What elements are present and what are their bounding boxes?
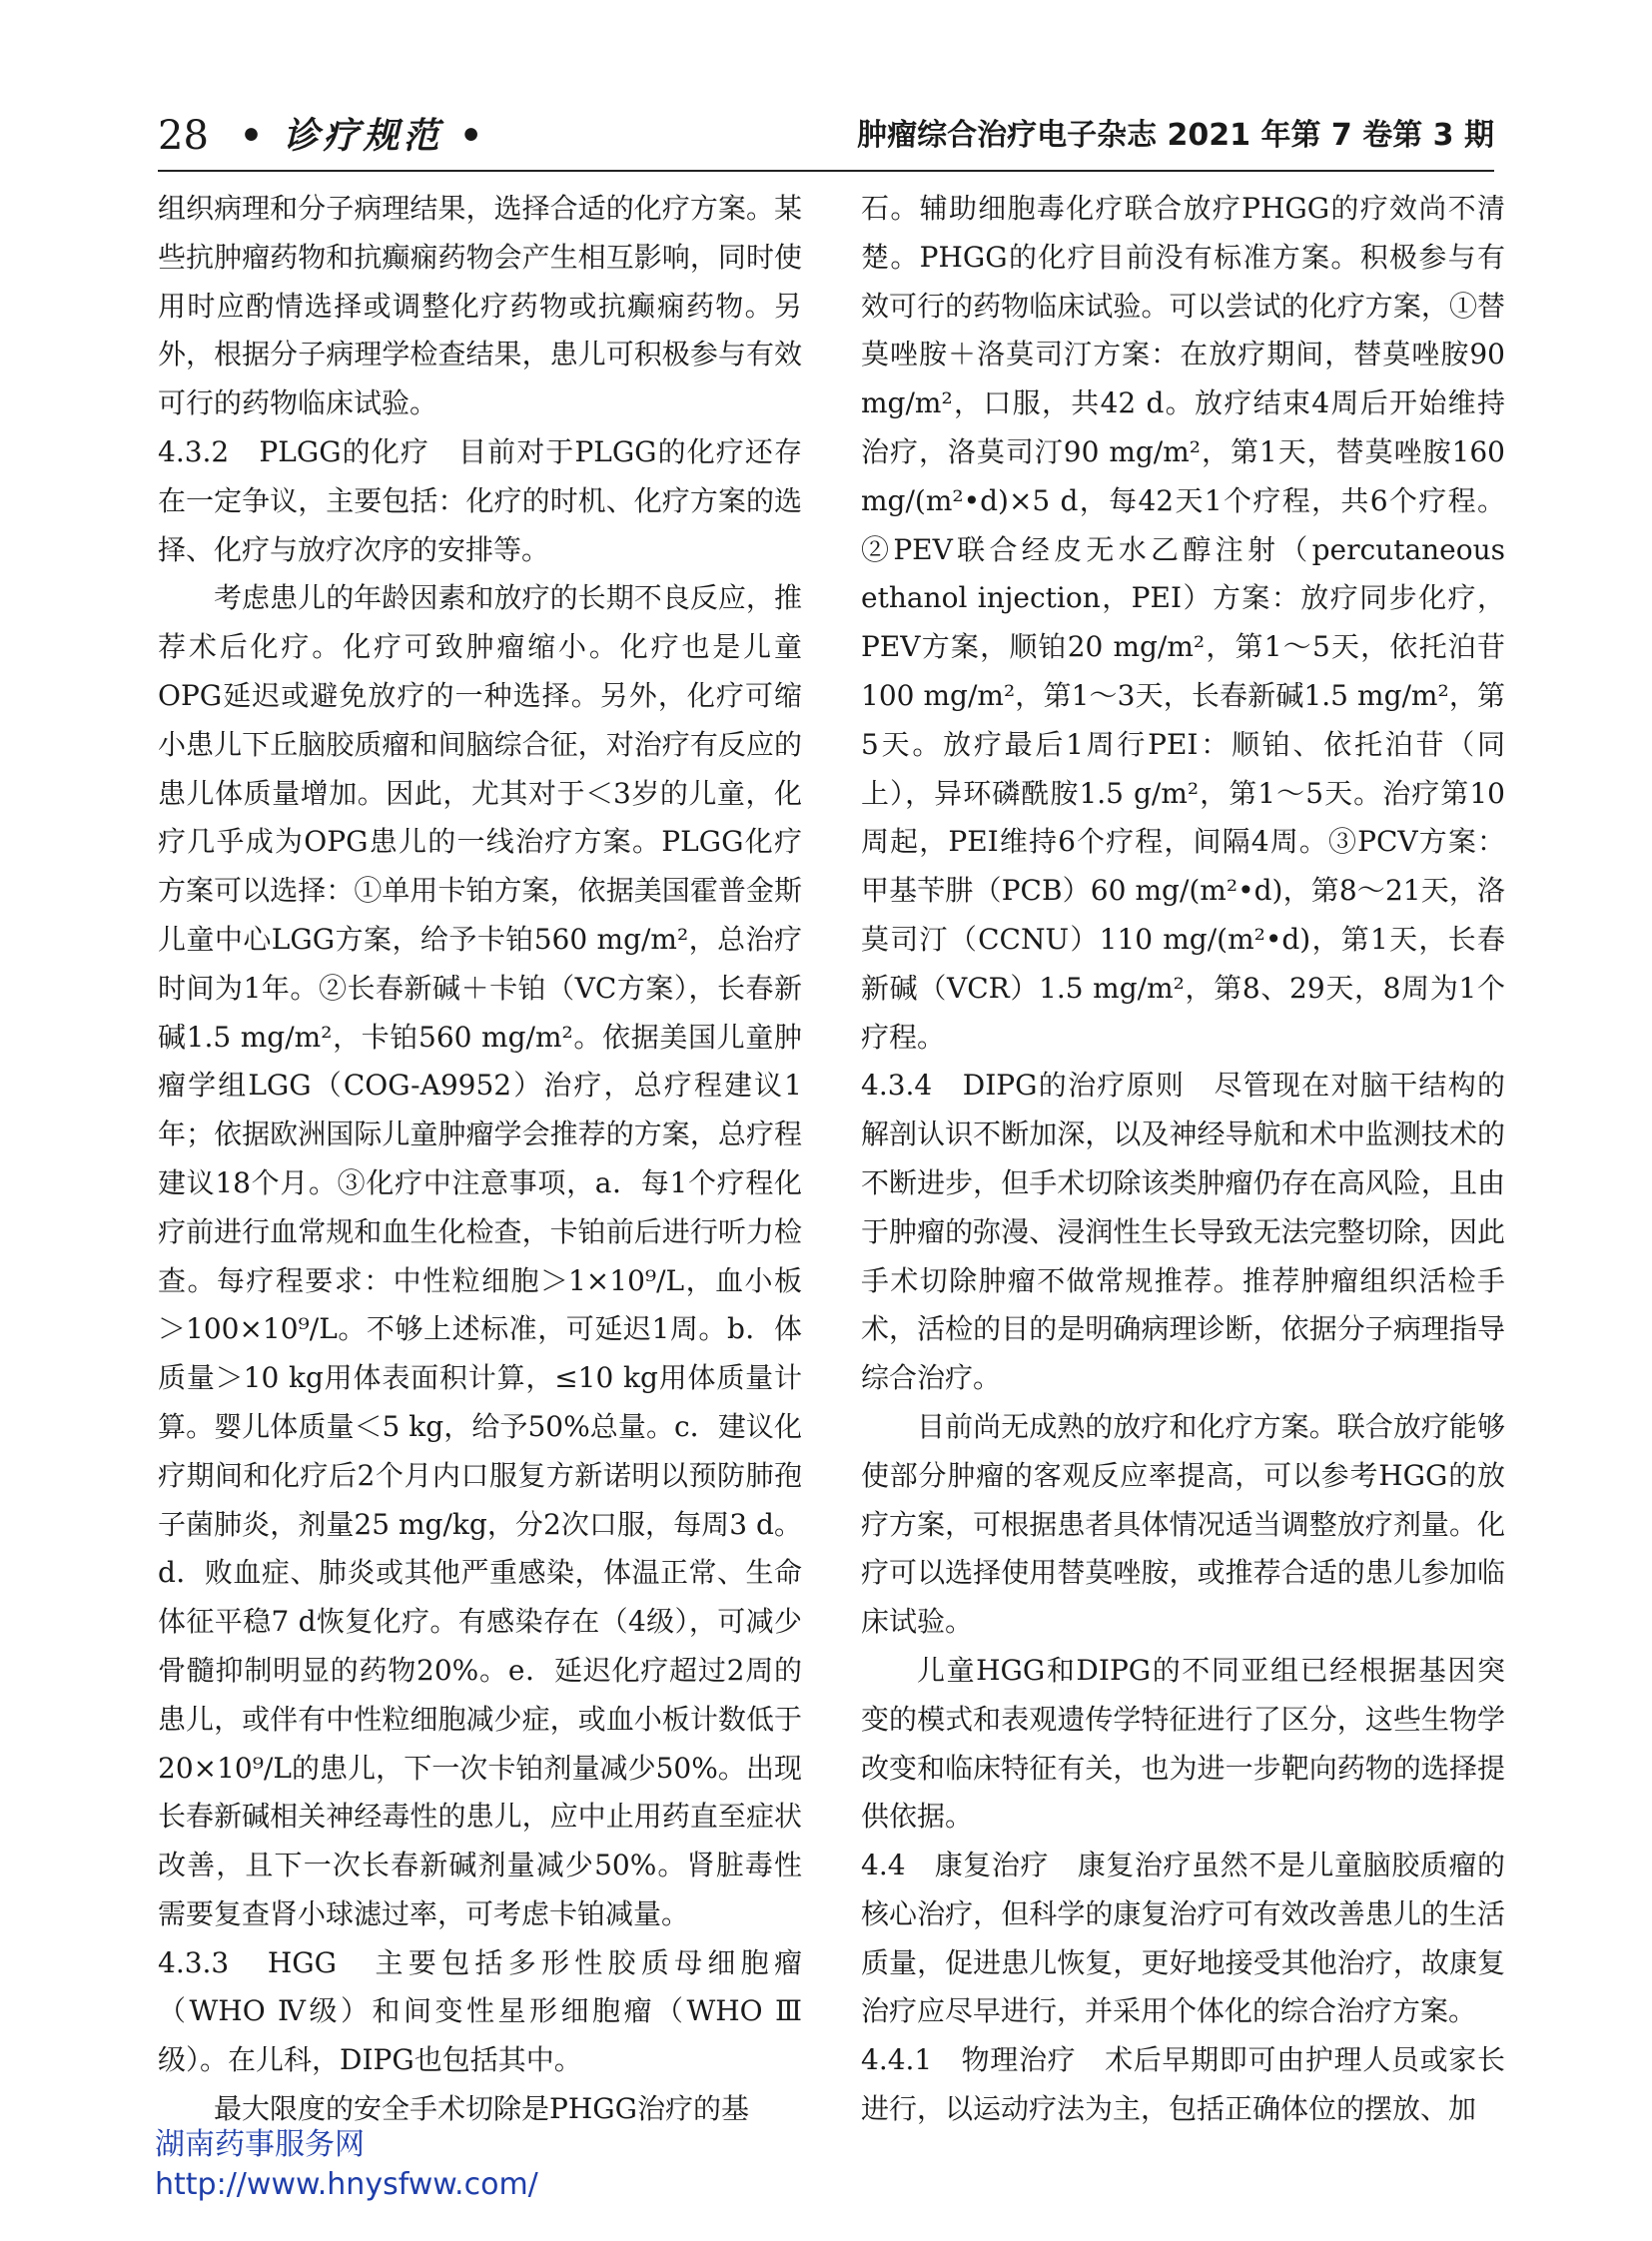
header-divider <box>158 170 1494 172</box>
paragraph: 儿童HGG和DIPG的不同亚组已经根据基因突变的模式和表观遗传学特征进行了区分，这些生物学改变和临床特征有关，也为进一步靶向药物的选择提供依据。 <box>861 1653 1505 1834</box>
site-url[interactable]: http://www.hnysfww.com/ <box>155 2167 538 2202</box>
paragraph-text: 康复治疗虽然不是儿童脑胶质瘤的核心治疗，但科学的康复治疗可有效改善患儿的生活质量，促进患儿恢复，更好地接受其他治疗，故康复治疗应尽早进行，并采用个体化的综合治疗方案。 <box>861 1849 1505 2028</box>
watermark-footer <box>155 2125 538 2205</box>
subsection-4-3-4 <box>861 1062 1505 1403</box>
paragraph: 考虑患儿的年龄因素和放疗的长期不良反应，推荐术后化疗。化疗可致肿瘤缩小。化疗也是儿童OPG延迟或避免放疗的一种选择。另外，化疗可缩小患儿下丘脑胶质瘤和间脑综合征，对治疗有反应的患儿体质量增加。因此，尤其对于＜3岁的儿童，化疗几乎成为OPG患儿的一线治疗方案。PLGG化疗方案可以选择：①单用卡铂方案，依据美国霍普金斯儿童中心LGG方案，给予卡铂560 mg/m²，总治疗时间为1年。②长春新碱＋卡铂（VC方案），长春新碱1.5 mg/m²，卡铂560 mg/m²。依据美国儿童肿瘤学组LGG（COG-A9952）治疗，总疗程建议1年；依据欧洲国际儿童肿瘤学会推荐的方案，总疗程建议18个月。③化疗中注意事项，a．每1个疗程化疗前进行血常规和血生化检查，卡铂前后进行听力检查。每疗程要求：中性粒细胞＞1×10⁹/L，血小板＞100×10⁹/L。不够上述标准，可延迟1周。b．体质量＞10 kg用体表面积计算，≤10 kg用体质量计算。婴儿体质量＜5 kg，给予50%总量。c．建议化疗期间和化疗后2个月内口服复方新诺明以预防肺孢子菌肺炎，剂量25 mg/kg，分2次口服，每周3 d。d．败血症、肺炎或其他严重感染，体温正常、生命体征平稳7 d恢复化疗。有感染存在（4级），可减少骨髓抑制明显的药物20%。e．延迟化疗超过2周的患儿，或伴有中性粒细胞减少症，或血小板计数低于20×10⁹/L的患儿，下一次卡铂剂量减少50%。出现长春新碱相关神经毒性的患儿，应中止用药直至症状改善，且下一次长春新碱剂量减少50%。肾脏毒性需要复查肾小球滤过率，可考虑卡铂减量。 <box>158 581 802 1930</box>
section-tag: • 诊疗规范 • <box>240 115 487 157</box>
paragraph: 最大限度的安全手术切除是PHGG治疗的基 <box>214 2092 749 2126</box>
journal-info: 肿瘤综合治疗电子杂志 2021 年第 7 卷第 3 期 <box>857 118 1494 153</box>
paragraph-text: 术后早期即可由护理人员或家长进行，以运动疗法为主，包括正确体位的摆放、加 <box>861 2043 1505 2126</box>
section-heading: 4.4.1 物理治疗 <box>861 2043 1077 2077</box>
subsection-4-3-3 <box>158 1939 802 2085</box>
paragraph-text: 目前对于PLGG的化疗还存在一定争议，主要包括：化疗的时机、化疗方案的选择、化疗与放疗次序的安排等。 <box>158 434 802 566</box>
section-heading: 4.4 康复治疗 <box>861 1849 1050 1882</box>
paragraph-text: 尽管现在对脑干结构的解剖认识不断加深，以及神经导航和术中监测技术的不断进步，但手术切除该类肿瘤仍存在高风险，且由于肿瘤的弥漫、浸润性生长导致无法完整切除，因此手术切除肿瘤不做常规推荐。推荐肿瘤组织活检手术，活检的目的是明确病理诊断，依据分子病理指导综合治疗。 <box>861 1069 1505 1395</box>
page-header <box>158 106 1494 166</box>
section-heading: 4.3.2 PLGG的化疗 <box>158 434 429 468</box>
subsection-4-4 <box>861 1842 1505 2036</box>
left-column <box>158 185 802 2134</box>
paragraph: 目前尚无成熟的放疗和化疗方案。联合放疗能够使部分肿瘤的客观反应率提高，可以参考HGG的放疗方案，可根据患者具体情况适当调整放疗剂量。化疗可以选择使用替莫唑胺，或推荐合适的患儿参加临床试验。 <box>861 1409 1505 1639</box>
paragraph-text: 主要包括多形性胶质母细胞瘤（WHO Ⅳ级）和间变性星形细胞瘤（WHO Ⅲ级）。在儿科，DIPG也包括其中。 <box>158 1945 802 2077</box>
site-name: 湖南药事服务网 <box>155 2127 365 2162</box>
subsection-4-4-1 <box>861 2036 1505 2134</box>
section-heading: 4.3.3 HGG <box>158 1945 337 1979</box>
paragraph: 石。辅助细胞毒化疗联合放疗PHGG的疗效尚不清楚。PHGG的化疗目前没有标准方案。积极参与有效可行的药物临床试验。可以尝试的化疗方案，①替莫唑胺＋洛莫司汀方案：在放疗期间，替莫唑胺90 mg/m²，口服，共42 d。放疗结束4周后开始维持治疗，洛莫司汀90 mg/m²，第1天，替莫唑胺160 mg/(m²•d)×5 d，每42天1个疗程，共6个疗程。②PEV联合经皮无水乙醇注射（percutaneous ethanol injection，PEI）方案：放疗同步化疗，PEV方案，顺铂20 mg/m²，第1～5天，依托泊苷100 mg/m²，第1～3天，长春新碱1.5 mg/m²，第5天。放疗最后1周行PEI：顺铂、依托泊苷（同上），异环磷酰胺1.5 g/m²，第1～5天。治疗第10周起，PEI维持6个疗程，间隔4周。③PCV方案：甲基苄肼（PCB）60 mg/(m²•d)，第8～21天，洛莫司汀（CCNU）110 mg/(m²•d)，第1天，长春新碱（VCR）1.5 mg/m²，第8、29天，8周为1个疗程。 <box>861 192 1505 1054</box>
paragraph: 组织病理和分子病理结果，选择合适的化疗方案。某些抗肿瘤药物和抗癫痫药物会产生相互影响，同时使用时应酌情选择或调整化疗药物或抗癫痫药物。另外，根据分子病理学检查结果，患儿可积极参与有效可行的药物临床试验。 <box>158 192 802 420</box>
page-number: 28 <box>158 113 209 159</box>
subsection-4-3-2 <box>158 428 802 574</box>
right-column <box>861 185 1505 2134</box>
section-heading: 4.3.4 DIPG的治疗原则 <box>861 1069 1186 1103</box>
